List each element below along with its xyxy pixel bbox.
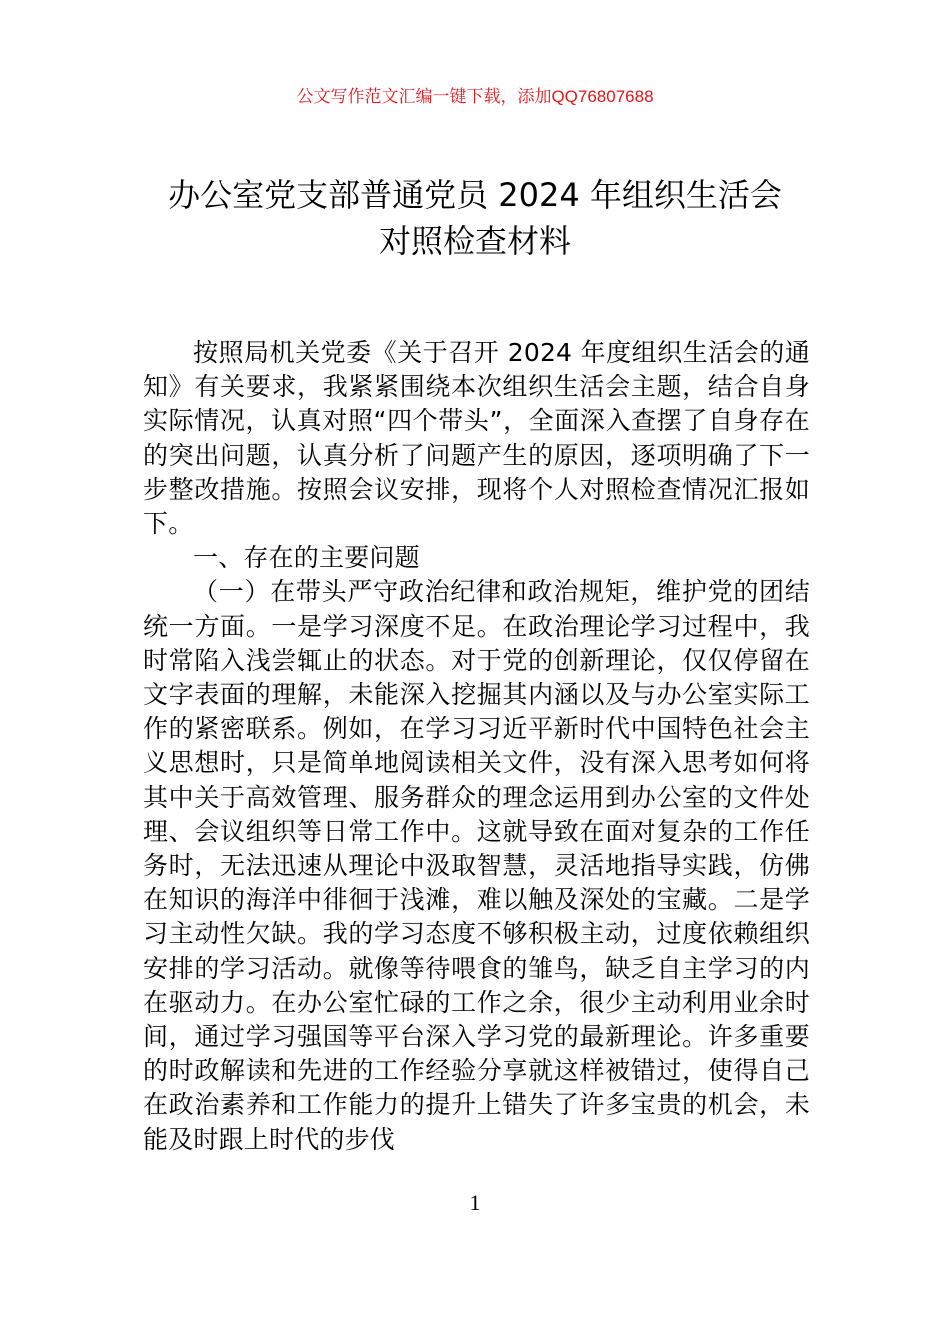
paragraph-problem-1: （一）在带头严守政治纪律和政治规矩，维护党的团结统一方面。一是学习深度不足。在政治理论学习过程中，我时常陷入浅尝辄止的状态。对于党的创新理论，仅仅停留在文字表面的理解，未能深入挖掘其内涵以及与办公室实际工作的紧密联系。例如，在学习习近平新时代中国特色社会主义思想时，只是简单地阅读相关文件，没有深入思考如何将其中关于高效管理、服务群众的理念运用到办公室的文件处理、会议组织等日常工作中。这就导致在面对复杂的工作任务时，无法迅速从理论中汲取智慧，灵活地指导实践，仿佛在知识的海洋中徘徊于浅滩，难以触及深处的宝藏。二是学习主动性欠缺。我的学习态度不够积极主动，过度依赖组织安排的学习活动。就像等待喂食的雏鸟，缺乏自主学习的内在驱动力。在办公室忙碌的工作之余，很少主动利用业余时间，通过学习强国等平台深入学习党的最新理论。许多重要的时政解读和先进的工作经验分享就这样被错过，使得自己在政治素养和工作能力的提升上错失了许多宝贵的机会，未能及时跟上时代的步伐 — [143, 577, 810, 1154]
document-title-line-1: 办公室党支部普通党员 2024 年组织生活会 — [168, 176, 782, 214]
header-note: 公文写作范文汇编一键下载，添加QQ76807688 — [296, 87, 654, 106]
document-body — [143, 336, 810, 1157]
page-number: 1 — [469, 1190, 481, 1215]
document-title-line-2: 对照检查材料 — [378, 222, 571, 260]
paragraph-intro: 按照局机关党委《关于召开 2024 年度组织生活会的通知》有关要求，我紧紧围绕本次组织生活会主题，结合自身实际情况，认真对照“四个带头”，全面深入查摆了自身存在的突出问题，认真分析了问题产生的原因，逐项明确了下一步整改措施。按照会议安排，现将个人对照检查情况汇报如下。 — [143, 338, 810, 539]
section-heading-main-problems: 一、存在的主要问题 — [193, 543, 420, 573]
